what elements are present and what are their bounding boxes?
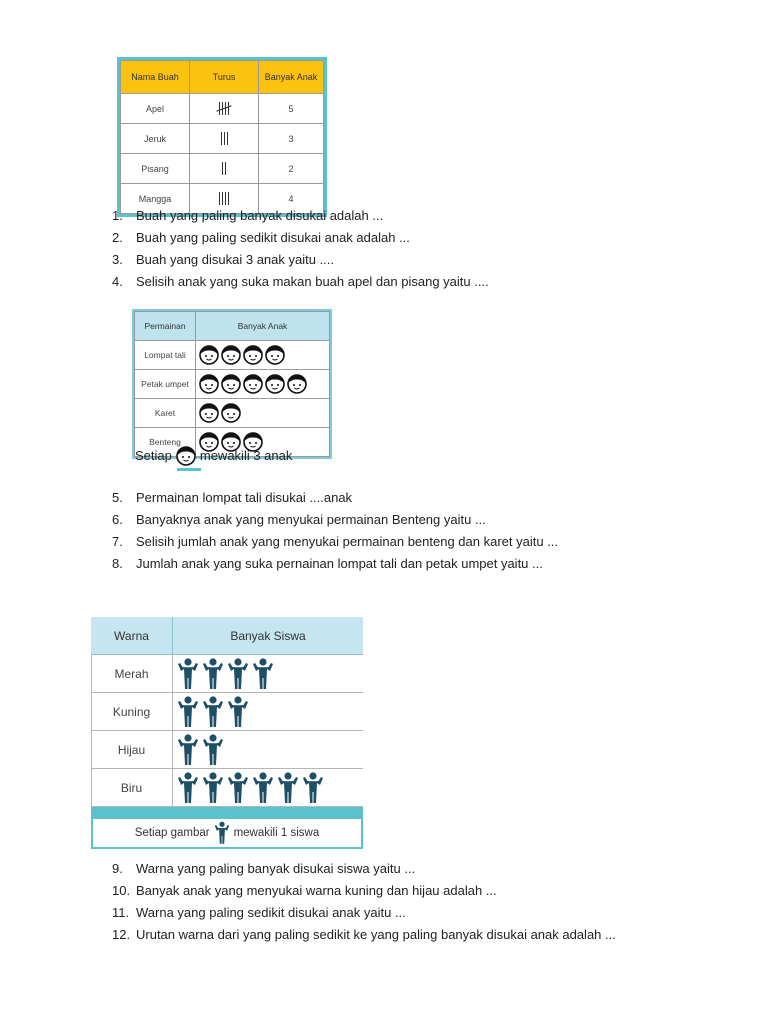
list-item: 1. Buah yang paling banyak disukai adalah ... [112,208,384,223]
smiley-face-icon [199,374,219,394]
list-item: 4. Selisih anak yang suka makan buah apel dan pisang yaitu .... [112,274,489,289]
header-tally: Turus [190,61,259,94]
question-list-2 [112,487,558,575]
person-icon [177,734,199,766]
smiley-face-icon [265,374,285,394]
fruit-tally-table [117,57,327,217]
person-icon [202,734,224,766]
question-list-1 [112,205,489,293]
question-list-3 [112,858,616,946]
list-item: 3. Buah yang disukai 3 anak yaitu .... [112,252,335,267]
fruit-name: Apel [121,94,190,124]
table-row [135,370,330,399]
header-child-count: Banyak Anak [196,312,330,341]
person-icons [173,769,363,806]
table-header [91,617,363,655]
list-item: 9. Warna yang paling banyak disukai siswa yaitu ... [112,861,416,876]
game-name: Petak umpet [135,370,196,399]
smiley-face-icon [287,374,307,394]
header-game: Permainan [135,312,196,341]
fruit-name: Jeruk [121,124,190,154]
person-icon [177,772,199,804]
tally-marks [190,124,259,154]
person-icon [227,658,249,690]
person-icon [252,658,274,690]
header-color: Warna [91,617,173,654]
person-icon [277,772,299,804]
table-row [135,399,330,428]
game-name: Benteng [135,428,196,457]
person-icon [202,696,224,728]
list-item: 8. Jumlah anak yang suka pernainan lompat tali dan petak umpet yaitu ... [112,556,543,571]
header-child-count: Banyak Anak [259,61,324,94]
child-count: 3 [259,124,324,154]
person-icons [173,693,363,730]
game-name: Lompat tali [135,341,196,370]
color-name: Kuning [91,693,173,730]
list-item: 12. Urutan warna dari yang paling sedikit ke yang paling banyak disukai anak adalah ... [112,927,616,942]
table-row [91,693,363,731]
smiley-face-icon [243,374,263,394]
face-icons [196,399,330,428]
tally-marks [190,154,259,184]
smiley-face-icon [176,446,196,466]
color-name: Merah [91,655,173,692]
person-icon [214,821,230,845]
child-count: 2 [259,154,324,184]
person-icons [173,655,363,692]
face-icons [196,370,330,399]
header-student-count: Banyak Siswa [230,628,306,643]
smiley-face-icon [199,403,219,423]
smiley-face-icon [221,403,241,423]
game-name: Karet [135,399,196,428]
pictogram-legend: Setiap mewakili 3 anak [135,446,292,466]
legend-underline [177,468,201,471]
divider-band [91,807,363,819]
color-name: Hijau [91,731,173,768]
table-row [91,769,363,807]
table-row [91,655,363,693]
fruit-name: Pisang [121,154,190,184]
table-row [135,341,330,370]
pictogram-legend: Setiap gambar mewakili 1 siswa [91,819,363,849]
child-count: 5 [259,94,324,124]
fruit-name: Mangga [121,184,190,214]
smiley-face-icon [199,345,219,365]
person-icon [227,772,249,804]
person-icon [302,772,324,804]
list-item: 10. Banyak anak yang menyukai warna kuning dan hijau adalah ... [112,883,497,898]
person-icon [177,658,199,690]
color-name: Biru [91,769,173,806]
table-border [91,654,92,806]
person-icon [202,658,224,690]
color-pictogram-table [91,617,363,849]
list-item: 11. Warna yang paling sedikit disukai anak yaitu ... [112,905,406,920]
tally-marks [190,94,259,124]
header-fruit-name: Nama Buah [121,61,190,94]
table-row [121,124,324,154]
table-row [121,154,324,184]
smiley-face-icon [243,345,263,365]
face-icons [196,341,330,370]
person-icon [252,772,274,804]
person-icon [177,696,199,728]
list-item: 5. Permainan lompat tali disukai ....anak [112,490,353,505]
person-icon [227,696,249,728]
list-item: 6. Banyaknya anak yang menyukai permainan Benteng yaitu ... [112,512,486,527]
list-item: 7. Selisih jumlah anak yang menyukai permainan benteng dan karet yaitu ... [112,534,559,549]
list-item: 2. Buah yang paling sedikit disukai anak adalah ... [112,230,410,245]
table-row [91,731,363,769]
smiley-face-icon [265,345,285,365]
table-row [121,94,324,124]
smiley-face-icon [221,345,241,365]
game-pictogram-table [132,309,332,459]
person-icons [173,731,363,768]
child-count: 4 [259,184,324,214]
smiley-face-icon [221,374,241,394]
person-icon [202,772,224,804]
